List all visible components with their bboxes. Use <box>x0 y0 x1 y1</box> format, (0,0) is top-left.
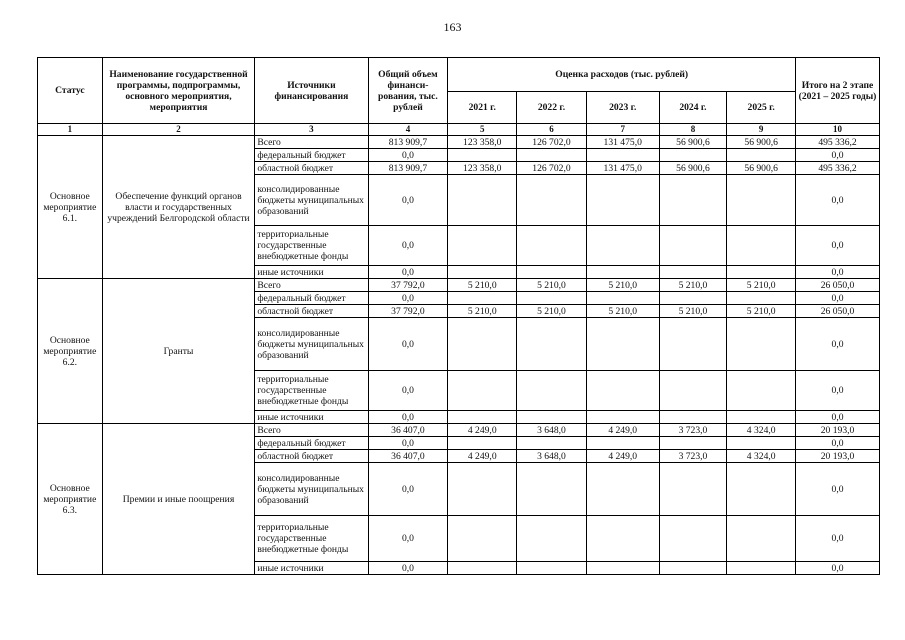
year-2022-value <box>517 318 587 371</box>
year-2021-value <box>448 318 517 371</box>
header-status: Статус <box>38 58 103 124</box>
funding-source-cell: консолидированные бюджеты муниципальных образований <box>255 463 368 516</box>
year-2024-value: 56 900,6 <box>659 136 727 149</box>
funding-source-cell: территориальные государственные внебюджетные фонды <box>255 226 368 266</box>
stage-total-value: 0,0 <box>796 266 880 279</box>
total-value: 0,0 <box>368 516 448 562</box>
stage-total-value: 0,0 <box>796 411 880 424</box>
stage-total-value: 0,0 <box>796 562 880 575</box>
column-number: 1 <box>38 124 103 136</box>
total-value: 0,0 <box>368 175 448 226</box>
header-estimate: Оценка расходов (тыс. рублей) <box>448 58 796 92</box>
year-2025-value <box>727 149 796 162</box>
year-2024-value <box>659 266 727 279</box>
year-2024-value <box>659 516 727 562</box>
status-cell: Основное мероприятие 6.2. <box>38 279 103 424</box>
stage-total-value: 26 050,0 <box>796 279 880 292</box>
year-2024-value <box>659 371 727 411</box>
stage-total-value: 0,0 <box>796 292 880 305</box>
header-year: 2021 г. <box>448 92 517 124</box>
stage-total-value: 20 193,0 <box>796 450 880 463</box>
total-value: 0,0 <box>368 463 448 516</box>
measure-name-cell: Гранты <box>102 279 255 424</box>
year-2021-value <box>448 437 517 450</box>
year-2025-value: 4 324,0 <box>727 450 796 463</box>
year-2025-value <box>727 562 796 575</box>
column-number: 10 <box>796 124 880 136</box>
year-2024-value: 56 900,6 <box>659 162 727 175</box>
year-2021-value <box>448 371 517 411</box>
year-2025-value: 5 210,0 <box>727 279 796 292</box>
total-value: 0,0 <box>368 411 448 424</box>
year-2022-value <box>517 149 587 162</box>
year-2023-value: 4 249,0 <box>586 450 659 463</box>
year-2022-value <box>517 463 587 516</box>
funding-source-cell: Всего <box>255 279 368 292</box>
year-2023-value <box>586 516 659 562</box>
year-2022-value <box>517 411 587 424</box>
total-value: 37 792,0 <box>368 305 448 318</box>
year-2023-value: 5 210,0 <box>586 305 659 318</box>
total-value: 813 909,7 <box>368 136 448 149</box>
table-header <box>38 58 880 136</box>
year-2022-value <box>517 266 587 279</box>
funding-source-cell: консолидированные бюджеты муниципальных образований <box>255 318 368 371</box>
year-2023-value: 131 475,0 <box>586 162 659 175</box>
year-2023-value <box>586 437 659 450</box>
year-2025-value <box>727 463 796 516</box>
header-year: 2024 г. <box>659 92 727 124</box>
table-body <box>38 136 880 575</box>
funding-source-cell: федеральный бюджет <box>255 292 368 305</box>
funding-source-cell: областной бюджет <box>255 450 368 463</box>
column-number: 3 <box>255 124 368 136</box>
year-2021-value <box>448 175 517 226</box>
total-value: 0,0 <box>368 149 448 162</box>
column-number: 9 <box>727 124 796 136</box>
column-number: 2 <box>102 124 255 136</box>
year-2023-value <box>586 175 659 226</box>
year-2025-value: 56 900,6 <box>727 162 796 175</box>
year-2025-value <box>727 226 796 266</box>
total-value: 37 792,0 <box>368 279 448 292</box>
year-2025-value <box>727 266 796 279</box>
table-row <box>38 279 880 292</box>
stage-total-value: 0,0 <box>796 516 880 562</box>
year-2025-value: 4 324,0 <box>727 424 796 437</box>
year-2021-value <box>448 463 517 516</box>
year-2023-value <box>586 149 659 162</box>
year-2022-value: 126 702,0 <box>517 162 587 175</box>
stage-total-value: 0,0 <box>796 226 880 266</box>
year-2022-value <box>517 226 587 266</box>
header-stage-total: Итого на 2 этапе (2021 – 2025 годы) <box>796 58 880 124</box>
year-2021-value <box>448 226 517 266</box>
funding-source-cell: Всего <box>255 424 368 437</box>
stage-total-value: 0,0 <box>796 175 880 226</box>
year-2024-value <box>659 226 727 266</box>
stage-total-value: 0,0 <box>796 371 880 411</box>
stage-total-value: 0,0 <box>796 149 880 162</box>
year-2023-value <box>586 266 659 279</box>
funding-source-cell: федеральный бюджет <box>255 149 368 162</box>
year-2021-value: 5 210,0 <box>448 279 517 292</box>
year-2022-value <box>517 437 587 450</box>
year-2024-value: 3 723,0 <box>659 424 727 437</box>
year-2022-value: 5 210,0 <box>517 279 587 292</box>
year-2025-value <box>727 437 796 450</box>
stage-total-value: 495 336,2 <box>796 162 880 175</box>
year-2024-value: 5 210,0 <box>659 305 727 318</box>
total-value: 0,0 <box>368 292 448 305</box>
header-year: 2022 г. <box>517 92 587 124</box>
year-2022-value <box>517 371 587 411</box>
year-2022-value <box>517 292 587 305</box>
year-2023-value: 5 210,0 <box>586 279 659 292</box>
funding-source-cell: иные источники <box>255 411 368 424</box>
year-2022-value <box>517 516 587 562</box>
year-2024-value <box>659 292 727 305</box>
header-year: 2025 г. <box>727 92 796 124</box>
total-value: 0,0 <box>368 371 448 411</box>
funding-source-cell: Всего <box>255 136 368 149</box>
total-value: 0,0 <box>368 266 448 279</box>
budget-table <box>37 57 880 575</box>
year-2021-value <box>448 292 517 305</box>
year-2022-value: 3 648,0 <box>517 450 587 463</box>
header-sources: Источники финансирования <box>255 58 368 124</box>
year-2024-value <box>659 175 727 226</box>
funding-source-cell: иные источники <box>255 562 368 575</box>
status-cell: Основное мероприятие 6.1. <box>38 136 103 279</box>
measure-name-cell: Обеспечение функций органов власти и государственных учреждений Белгородской области <box>102 136 255 279</box>
year-2021-value <box>448 149 517 162</box>
year-2021-value: 4 249,0 <box>448 450 517 463</box>
year-2021-value <box>448 266 517 279</box>
total-value: 0,0 <box>368 226 448 266</box>
year-2021-value: 123 358,0 <box>448 136 517 149</box>
year-2025-value <box>727 516 796 562</box>
funding-source-cell: областной бюджет <box>255 305 368 318</box>
year-2025-value: 56 900,6 <box>727 136 796 149</box>
measure-name-cell: Премии и иные поощрения <box>102 424 255 575</box>
total-value: 0,0 <box>368 437 448 450</box>
year-2023-value: 4 249,0 <box>586 424 659 437</box>
year-2022-value: 5 210,0 <box>517 305 587 318</box>
total-value: 813 909,7 <box>368 162 448 175</box>
stage-total-value: 495 336,2 <box>796 136 880 149</box>
year-2022-value: 3 648,0 <box>517 424 587 437</box>
year-2023-value <box>586 226 659 266</box>
header-total: Общий объем финанси-рования, тыс. рублей <box>368 58 448 124</box>
funding-source-cell: территориальные государственные внебюджетные фонды <box>255 371 368 411</box>
year-2024-value <box>659 411 727 424</box>
year-2023-value <box>586 371 659 411</box>
year-2025-value <box>727 371 796 411</box>
status-cell: Основное мероприятие 6.3. <box>38 424 103 575</box>
year-2021-value: 5 210,0 <box>448 305 517 318</box>
year-2021-value <box>448 411 517 424</box>
year-2021-value: 123 358,0 <box>448 162 517 175</box>
year-2023-value <box>586 562 659 575</box>
year-2025-value <box>727 292 796 305</box>
year-2023-value <box>586 292 659 305</box>
year-2022-value <box>517 175 587 226</box>
stage-total-value: 0,0 <box>796 318 880 371</box>
year-2024-value <box>659 562 727 575</box>
year-2021-value <box>448 562 517 575</box>
table-row <box>38 136 880 149</box>
column-number: 4 <box>368 124 448 136</box>
stage-total-value: 0,0 <box>796 463 880 516</box>
column-number: 7 <box>586 124 659 136</box>
year-2023-value: 131 475,0 <box>586 136 659 149</box>
column-number: 8 <box>659 124 727 136</box>
funding-source-cell: областной бюджет <box>255 162 368 175</box>
table-row <box>38 424 880 437</box>
year-2023-value <box>586 318 659 371</box>
stage-total-value: 20 193,0 <box>796 424 880 437</box>
funding-source-cell: консолидированные бюджеты муниципальных образований <box>255 175 368 226</box>
year-2024-value: 3 723,0 <box>659 450 727 463</box>
year-2023-value <box>586 463 659 516</box>
year-2024-value: 5 210,0 <box>659 279 727 292</box>
year-2025-value <box>727 318 796 371</box>
year-2025-value: 5 210,0 <box>727 305 796 318</box>
year-2025-value <box>727 175 796 226</box>
year-2021-value: 4 249,0 <box>448 424 517 437</box>
funding-source-cell: иные источники <box>255 266 368 279</box>
funding-source-cell: территориальные государственные внебюджетные фонды <box>255 516 368 562</box>
total-value: 36 407,0 <box>368 450 448 463</box>
year-2024-value <box>659 463 727 516</box>
header-year: 2023 г. <box>586 92 659 124</box>
total-value: 36 407,0 <box>368 424 448 437</box>
year-2024-value <box>659 149 727 162</box>
stage-total-value: 26 050,0 <box>796 305 880 318</box>
year-2025-value <box>727 411 796 424</box>
year-2023-value <box>586 411 659 424</box>
year-2024-value <box>659 437 727 450</box>
year-2021-value <box>448 516 517 562</box>
year-2022-value: 126 702,0 <box>517 136 587 149</box>
column-number: 5 <box>448 124 517 136</box>
page-number: 163 <box>443 20 462 34</box>
total-value: 0,0 <box>368 318 448 371</box>
year-2022-value <box>517 562 587 575</box>
header-name: Наименование государственной программы, подпрограммы, основного мероприятия, мероприятия <box>102 58 255 124</box>
total-value: 0,0 <box>368 562 448 575</box>
column-number: 6 <box>517 124 587 136</box>
stage-total-value: 0,0 <box>796 437 880 450</box>
funding-source-cell: федеральный бюджет <box>255 437 368 450</box>
year-2024-value <box>659 318 727 371</box>
